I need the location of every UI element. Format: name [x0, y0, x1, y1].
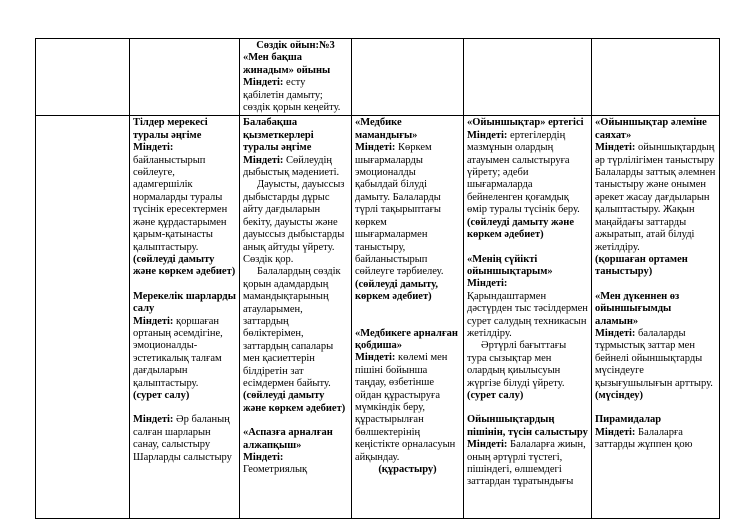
task-text: көлемі мен пішіні бойынша таңдау, өзбетінше ойдан құрастыруға мүмкіндік беру, құрастырылған бөлшектерінің кеңістікте орналасуын айқындау. — [355, 352, 456, 463]
block-title: «Медбикеге арналған қобдиша» — [355, 327, 458, 351]
activity-tag: (сөйлеуді дамыту, көркем әдебиет) — [355, 278, 438, 303]
table-cell — [592, 39, 720, 116]
block-title: Балабақша қызметкерлері туралы әңгіме — [243, 117, 314, 154]
cell-title: Сөздік ойын:№3 — [256, 40, 335, 51]
table-row — [36, 39, 720, 116]
task-label: Міндеті: — [595, 327, 636, 339]
task-text: ертегілердің мазмұнын олардың атауымен салыстыруға үйрету; әдеби шығармаларда бейнеленген қоғамдық өмір туралы түсінік беру. — [467, 129, 580, 216]
block-title: Тілдер мерекесі туралы әңгіме — [133, 117, 208, 141]
task-label: Міндеті: — [133, 414, 174, 426]
task-text: байланыстырып сөйлеуге, адамгершілік нормаларды туралы түсінік ересектермен және құрдастарымен қарым-қатынасты қалыптастыру. — [133, 154, 228, 253]
schedule-table — [35, 38, 720, 519]
activity-tag: (сөйлеуді дамыту және көркем әдебиет) — [133, 253, 236, 278]
table-cell — [36, 39, 130, 116]
activity-tag: (сөйлеуді дамыту және көркем әдебиет) — [467, 216, 574, 241]
block-title: Ойыншықтардың пішінін, түсін салыстыру — [467, 414, 588, 438]
paragraph: Әртүрлі бағыттағы тура сызықтар мен олардың қиылысуын жүргізе білуді үйрету. — [467, 340, 567, 389]
table-cell-col6 — [592, 116, 720, 519]
task-text: қоршаған ортаның әсемдігіне, эмоционалды-эстетикалық талғам дағдыларын қалыптастыру. — [133, 315, 223, 389]
task-text: ойыншықтардың әр түрлілігімен таныстыру Балаларды заттық әлемнен таныстыру және онымен әрекет жасау дағдыларын қалыптастыру. Жақын маңайдағы заттарды ажыратып, атай білуді жетілдіру. — [595, 142, 716, 253]
table-cell — [36, 116, 130, 519]
table-cell-word-game — [240, 39, 352, 116]
task-text: Қарындаштармен дәстүрден тыс тәсілдермен сурет салудың техникасын жетілдіру. — [467, 290, 588, 339]
task-label: Міндеті: — [595, 142, 636, 154]
activity-tag: (сурет салу) — [133, 389, 190, 401]
task-label: Міндеті: — [467, 129, 508, 141]
block-title: «Мен дүкеннен өз ойыншығымды аламын» — [595, 290, 680, 327]
task-label: Міндеті: — [243, 452, 284, 463]
table-cell-col5 — [464, 116, 592, 519]
activity-tag: (мүсіндеу) — [595, 389, 643, 401]
block-title: Мерекелік шарларды салу — [133, 290, 236, 315]
table-cell-col4 — [352, 116, 464, 519]
paragraph: Сөздік қор. — [243, 253, 294, 265]
task-label: Міндеті: — [133, 315, 174, 327]
table-cell — [352, 39, 464, 116]
block-title: «Менің сүйікті ойыншықтарым» — [467, 253, 553, 277]
task-text: Геометриялық — [243, 464, 308, 476]
block-title: Пирамидалар — [595, 414, 662, 426]
task-label: Міндеті: — [467, 278, 508, 290]
task-label: Міндеті: — [243, 154, 284, 166]
task-label: Міндеті: — [467, 439, 508, 451]
activity-tag: (қоршаған ортамен таныстыру) — [595, 253, 688, 278]
table-cell — [464, 39, 592, 116]
task-text: есту қабілетін дамыту; сөздік қорын кеңейту. — [243, 77, 341, 114]
task-label: Міндеті: — [595, 426, 636, 438]
activity-tag: (құрастыру) — [378, 464, 437, 475]
task-text: Балаларға заттарды жұппен қою — [595, 426, 693, 451]
task-text: Сөйлеудің дыбыстық мәдениеті. — [243, 154, 340, 179]
task-text: балаларды тұрмыстық заттар мен бейнелі ойыншықтарды мүсіндеуге қызығушылығын арттыру. — [595, 327, 713, 389]
task-label: Міндеті: — [355, 142, 396, 154]
task-label: Міндеті: — [355, 352, 396, 364]
paragraph: Дауысты, дауыссыз дыбыстарды дұрыс айту дағдыларын бекіту, дауысты және дауыссыз дыбыстарды анық айтуды үйрету. — [243, 179, 345, 253]
block-title: «Аспазға арналған алжапқыш» — [243, 427, 333, 451]
activity-tag: (сөйлеуді дамыту және көркем әдебиет) — [243, 390, 346, 414]
task-label: Міндеті: — [243, 77, 284, 89]
cell-subtitle: «Мен бақша жинадым» ойыны — [243, 52, 331, 76]
task-text: Көркем шығармаларды эмоционалды қабылдай білуді дамыту. Балаларды түрлі тақырыптағы көркем шығармалармен таныстыру, байланыстырып сөйлеуге тәрбиелеу. — [355, 142, 444, 278]
paragraph: Балалардың сөздік қорын адамдардың мамандықтарының атауларымен, заттардың бөліктерімен, заттардың сапалары мен қасиеттерін білдіретін зат есімдермен байыту. — [243, 266, 341, 389]
table-cell-col3 — [240, 116, 352, 519]
table-cell — [130, 39, 240, 116]
task-text: Әр баланың салған шарларын санау, салыстыру Шарларды салыстыру — [133, 414, 232, 463]
block-title: «Ойыншықтар» ертегісі — [467, 117, 584, 129]
task-text: Балаларға жиын, оның әртүрлі түстегі, пішіндегі, өлшемдегі заттардан тұратындығы — [467, 439, 586, 488]
table-cell-col2 — [130, 116, 240, 519]
task-label: Міндеті: — [133, 142, 174, 154]
block-title: «Медбике мамандығы» — [355, 117, 418, 141]
block-title: «Ойыншықтар әлеміне саяхат» — [595, 117, 707, 141]
activity-tag: (сурет салу) — [467, 389, 524, 401]
table-row — [36, 116, 720, 519]
